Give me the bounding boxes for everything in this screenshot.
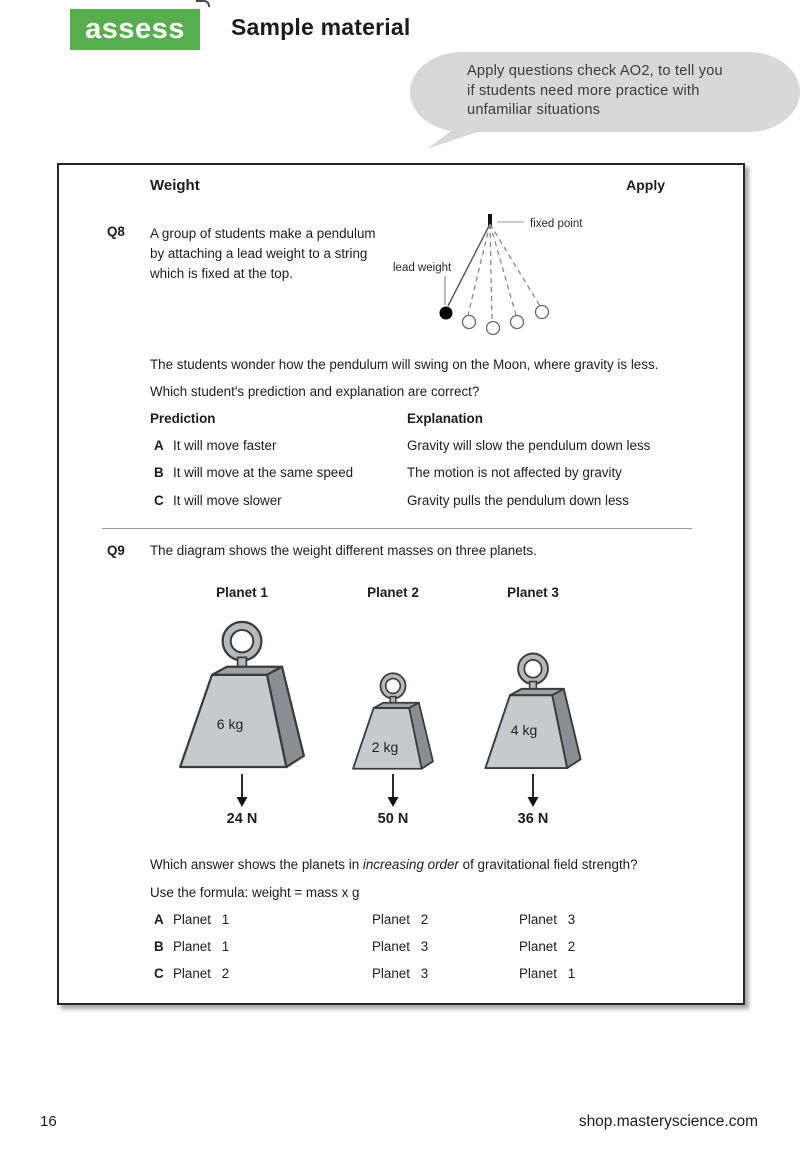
fixed-point-label: fixed point xyxy=(530,218,583,230)
lead-weight-label: lead weight xyxy=(393,262,452,274)
bubble-line: Apply questions check AO2, to tell you xyxy=(467,63,723,79)
question-divider xyxy=(102,528,692,529)
option-explanation: The motion is not affected by gravity xyxy=(407,465,622,480)
prediction-header: Prediction xyxy=(150,411,216,426)
q8-prompt-line: A group of students make a pendulum xyxy=(150,226,376,241)
weight-icon xyxy=(177,620,307,772)
swing-position-icon xyxy=(511,316,524,329)
q8-number: Q8 xyxy=(107,224,125,239)
q8-question: Which student's prediction and explanation are correct? xyxy=(150,384,480,399)
q8-wonder-text: The students wonder how the pendulum will swing on the Moon, where gravity is less. xyxy=(150,357,659,372)
option-letter: B xyxy=(154,939,164,954)
down-arrow-icon xyxy=(526,774,540,808)
logo-trademark-icon xyxy=(196,0,210,7)
mass-label: 6 kg xyxy=(216,716,244,732)
q9-question-pre: Which answer shows the planets in xyxy=(150,857,363,872)
option-planet-1st: Planet 1 xyxy=(173,912,230,927)
option-prediction: It will move slower xyxy=(173,493,282,508)
option-planet-2nd: Planet 3 xyxy=(372,939,429,954)
mass-label: 2 kg xyxy=(371,739,399,755)
weight-force-label: 50 N xyxy=(377,811,409,827)
planet-name: Planet 1 xyxy=(216,585,268,600)
section-heading: Weight xyxy=(150,177,200,194)
down-arrow-icon xyxy=(235,774,249,808)
option-planet-2nd: Planet 3 xyxy=(372,966,429,981)
weight-force-label: 36 N xyxy=(517,811,549,827)
planet-name: Planet 3 xyxy=(507,585,559,600)
page-title: Sample material xyxy=(231,14,411,40)
option-letter: A xyxy=(154,912,164,927)
mass-label: 4 kg xyxy=(510,722,538,738)
assess-logo xyxy=(70,9,200,50)
lead-weight-bob-icon xyxy=(440,307,453,320)
option-planet-1st: Planet 2 xyxy=(173,966,230,981)
option-planet-3rd: Planet 1 xyxy=(519,966,576,981)
option-planet-1st: Planet 1 xyxy=(173,939,230,954)
weight-force-label: 24 N xyxy=(226,811,258,827)
q9-prompt: The diagram shows the weight different masses on three planets. xyxy=(150,543,537,558)
planet-1-figure xyxy=(172,585,312,840)
option-letter: B xyxy=(154,465,164,480)
assess-logo-text: assess xyxy=(85,13,185,45)
option-prediction: It will move faster xyxy=(173,438,277,453)
q8-prompt-line: by attaching a lead weight to a string xyxy=(150,246,368,261)
q9-question-italic: increasing order xyxy=(362,857,459,872)
option-letter: C xyxy=(154,966,164,981)
weight-icon xyxy=(483,652,583,772)
option-explanation: Gravity will slow the pendulum down less xyxy=(407,438,651,453)
option-explanation: Gravity pulls the pendulum down less xyxy=(407,493,629,508)
page-number: 16 xyxy=(40,1113,57,1130)
swing-position-icon xyxy=(463,316,476,329)
question-card xyxy=(57,163,745,1005)
weight-icon xyxy=(351,672,435,772)
q9-question xyxy=(150,857,638,872)
q8-prompt-line: which is fixed at the top. xyxy=(150,266,293,281)
speech-bubble-tail xyxy=(423,116,493,152)
explanation-header: Explanation xyxy=(407,411,483,426)
swing-position-icon xyxy=(536,306,549,319)
option-letter: C xyxy=(154,493,164,508)
pendulum-diagram xyxy=(387,207,703,347)
q9-number: Q9 xyxy=(107,543,125,558)
option-letter: A xyxy=(154,438,164,453)
bubble-line: if students need more practice with xyxy=(467,82,700,99)
option-prediction: It will move at the same speed xyxy=(173,465,354,480)
planet-name: Planet 2 xyxy=(367,585,419,600)
q9-formula: Use the formula: weight = mass x g xyxy=(150,885,360,900)
q8-prompt xyxy=(150,224,376,284)
planet-2-figure xyxy=(323,585,463,840)
bubble-line: unfamiliar situations xyxy=(467,102,601,118)
swing-position-icon xyxy=(487,322,500,335)
option-planet-2nd: Planet 2 xyxy=(372,912,429,927)
down-arrow-icon xyxy=(386,774,400,808)
footer-website: shop.masteryscience.com xyxy=(578,1113,758,1130)
option-planet-3rd: Planet 3 xyxy=(519,912,576,927)
apply-tag: Apply xyxy=(626,177,665,193)
q9-question-post: of gravitational field strength? xyxy=(458,857,638,872)
planet-3-figure xyxy=(463,585,603,840)
option-planet-3rd: Planet 2 xyxy=(519,939,576,954)
